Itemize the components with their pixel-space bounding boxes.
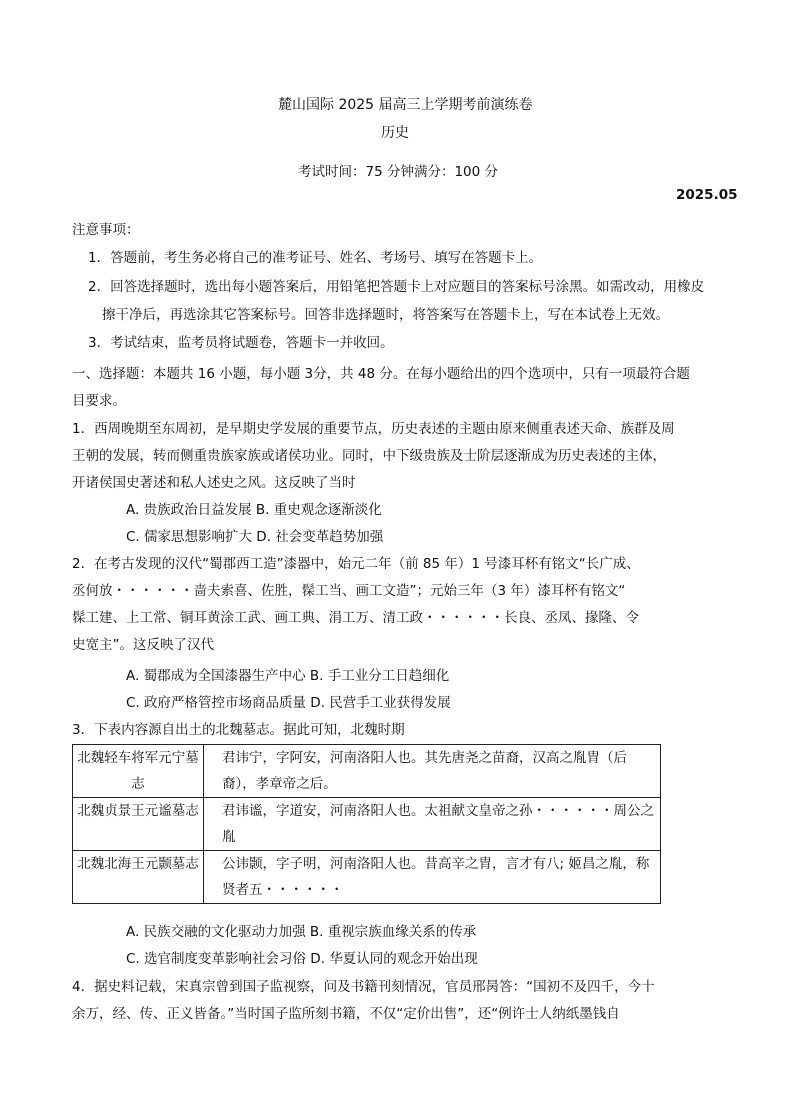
section-heading: 一、选择题：本题共 16 小题，每小题 3分，共 48 分。在每小题给出的四个选项中，只有一项最符合题 [72,366,690,382]
section-heading: 目要求。 [72,393,126,409]
question-2-stem: 丞何放・・・・・・啬夫索喜、佐胜，髹工当、画工文造”；元始三年（3 年）漆耳杯有铭文“ [72,583,626,599]
notice-item: 3．考试结束，监考员将试题卷，答题卡一并收回。 [88,335,394,351]
question-2-stem: 2．在考古发现的汉代“蜀郡西工造”漆器中，始元二年（前 85 年）1 号漆耳杯有铭文“长广成、 [72,556,640,572]
question-2-stem: 髹工建、上工常、铜耳黄涂工武、画工典、涓工万、清工政・・・・・・长良、丞凤、掾隆、令 [72,610,639,626]
table-cell-text: 君讳谧，字道安，河南洛阳人也。太祖献文皇帝之孙・・・・・・周公之胤 [204,798,661,851]
subject-title: 历史 [381,125,409,141]
question-2-option: C. 政府严格管控市场商品质量 D. 民营手工业获得发展 [126,695,451,711]
question-2-option: A. 蜀郡成为全国漆器生产中心 B. 手工业分工日趋细化 [126,668,450,684]
exam-date: 2025.05 [676,187,738,203]
question-4-stem: 余万，经、传、正义皆备。”当时国子监所刻书籍，不仅“定价出售”，还“例许士人纳纸墨钱自 [72,1006,620,1022]
question-1-stem: 开诸侯国史著述和私人述史之风。这反映了当时 [72,475,356,491]
table-cell-name: 北魏北海王元颢墓志 [73,851,204,904]
table-row [73,745,661,798]
table-cell-name: 北魏轻车将军元宁墓志 [73,745,204,798]
table-cell-text: 公讳颢，字子明，河南洛阳人也。昔高辛之胄，言才有八; 姬昌之胤，称贤者五・・・・・・ [204,851,661,904]
question-1-stem: 1．西周晚期至东周初，是早期史学发展的重要节点，历史表述的主题由原来侧重表述天命、族群及周 [72,421,675,437]
question-1-option: A. 贵族政治日益发展 B. 重史观念逐渐淡化 [126,502,382,518]
notice-heading: 注意事项： [72,222,140,238]
exam-info: 考试时间：75 分钟满分：100 分 [298,164,499,180]
question-1-stem: 王朝的发展，转而侧重贵族家族或诸侯功业。同时，中下级贵族及士阶层逐渐成为历史表述的主体， [72,448,666,464]
question-2-stem: 史宽主”。这反映了汉代 [72,637,214,653]
question-4-stem: 4．据史料记载，宋真宗曾到国子监视察，问及书籍刊刻情况，官员邢昺答：“国初不及四千，今十 [72,979,655,995]
question-1-option: C. 儒家思想影响扩大 D. 社会变革趋势加强 [126,529,384,545]
question-3-stem: 3．下表内容源自出土的北魏墓志。据此可知，北魏时期 [72,722,405,738]
notice-item: 1．答题前，考生务必将自己的准考证号、姓名、考场号、填写在答题卡上。 [88,250,543,266]
epitaph-table [72,744,661,904]
exam-title: 麓山国际 2025 届高三上学期考前演练卷 [278,97,533,113]
notice-item: 2．回答选择题时，选出每小题答案后，用铅笔把答题卡上对应题目的答案标号涂黑。如需改动，用橡皮 [88,279,705,295]
question-3-option: A. 民族交融的文化驱动力加强 B. 重视宗族血缘关系的传承 [126,924,477,940]
table-row [73,851,661,904]
table-row [73,798,661,851]
table-cell-text: 君讳宁，字阿安，河南洛阳人也。其先唐尧之苗裔，汉高之胤胄（后裔），孝章帝之后。 [204,745,661,798]
notice-item: 擦干净后，再选涂其它答案标号。回答非选择题时，将答案写在答题卡上，写在本试卷上无效。 [102,307,669,323]
table-cell-name: 北魏贞景王元谧墓志 [73,798,204,851]
question-3-option: C. 选官制度变革影响社会习俗 D. 华夏认同的观念开始出现 [126,951,478,967]
